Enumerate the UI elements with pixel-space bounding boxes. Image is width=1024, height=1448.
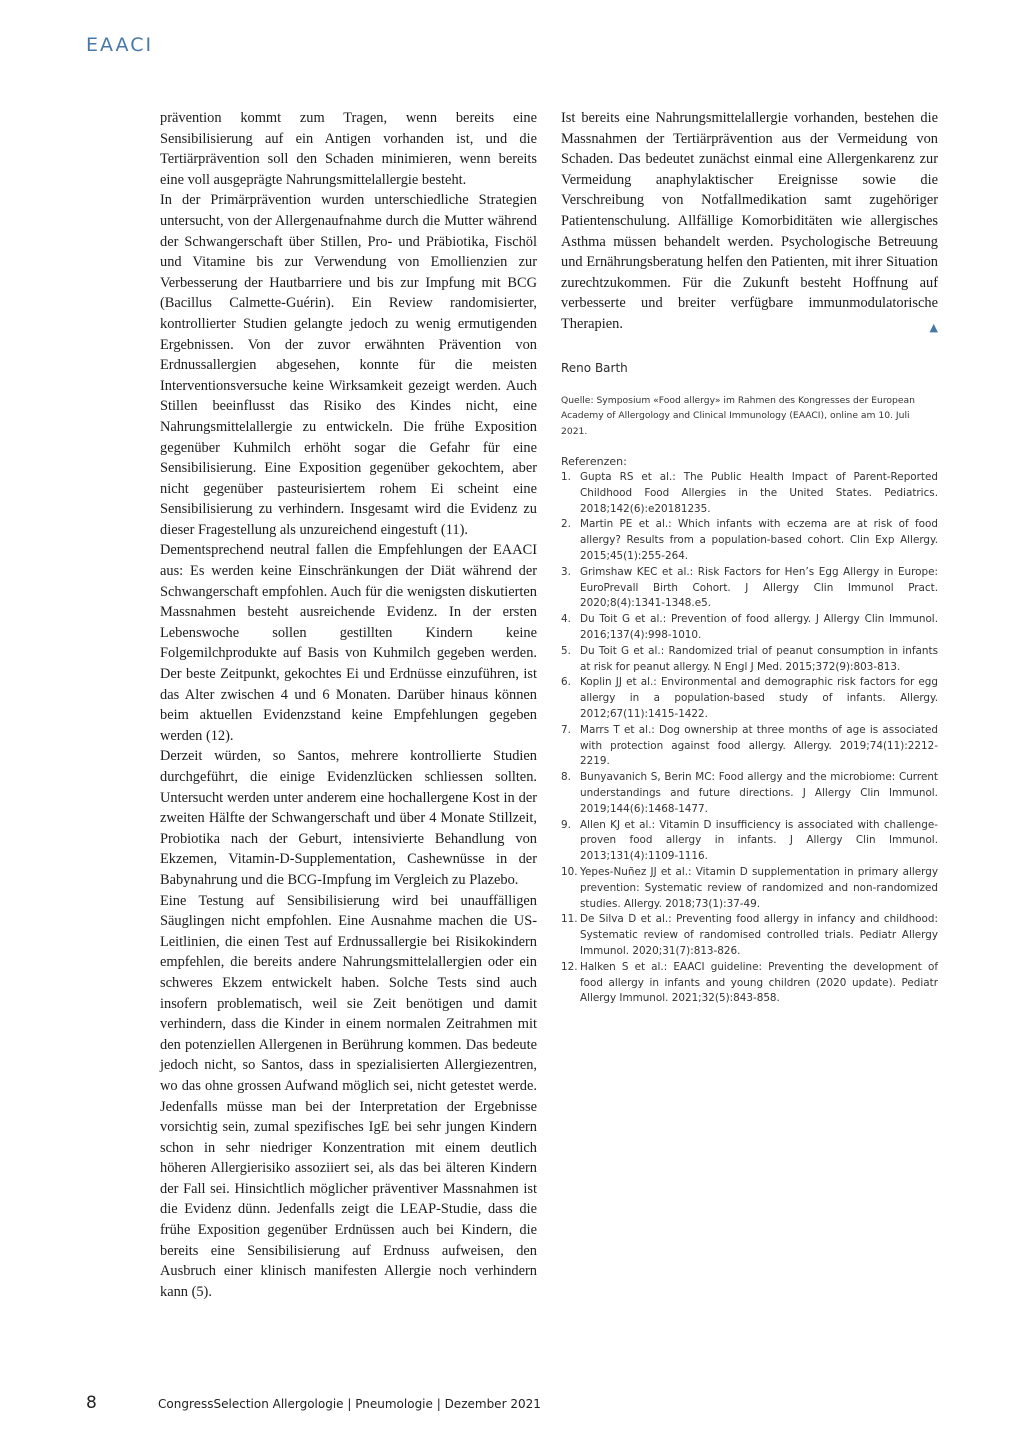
reference-text: Koplin JJ et al.: Environmental and demographic risk factors for egg allergy in a population-based study of infants. Allergy. 2012;67(11):1415-1422. [580,676,938,720]
list-item [561,612,938,644]
paragraph [561,108,938,335]
list-item [561,517,938,564]
brand-header: EAACI [86,34,154,56]
page-number: 8 [86,1393,97,1413]
reference-number: 10. [561,865,578,878]
list-item [561,912,938,959]
reference-text: Du Toit G et al.: Randomized trial of peanut consumption in infants at risk for peanut allergy. N Engl J Med. 2015;372(9):803-813. [580,644,938,673]
reference-text: Du Toit G et al.: Prevention of food allergy. J Allergy Clin Immunol. 2016;137(4):998-1010. [580,613,938,641]
list-item [561,565,938,612]
source-note: Quelle: Symposium «Food allergy» im Rahmen des Kongresses der European Academy of Allergology and Clinical Immunology (EAACI), online am 10. Juli 2021. [561,394,915,437]
reference-text: Halken S et al.: EAACI guideline: Preventing the development of food allergy in infants and young children (2020 update). Pediatr Allergy Immunol. 2021;32(5):843-858. [580,960,938,1005]
list-item [561,470,938,517]
list-item [561,644,938,676]
left-column [160,108,537,1302]
paragraph: prävention kommt zum Tragen, wenn bereits eine Sensibilisierung auf ein Antigen vorhanden ist, und die Tertiärprävention soll den Schaden minimieren, wenn bereits eine voll ausgeprägte Nahrungsmittelallergie besteht. [160,110,537,188]
list-item [561,675,938,722]
list-item [561,770,938,817]
paragraph-text: Ist bereits eine Nahrungsmittelallergie vorhanden, bestehen die Massnahmen der Tertiärprävention aus der Vermeidung von Schaden. Das bedeutet zunächst einmal eine Allergenkarenz zur Vermeidung anaphylaktischer Ereignisse sowie die Verschreibung von Notfallmedikation samt zugehöriger Patientenschulung. Allfällige Komorbiditäten wie allergisches Asthma müssen behandelt werden. Psychologische Betreuung und Ernährungsberatung helfen den Patienten, mit ihrer Situation zurechtzukommen. Für die Zukunft besteht Hoffnung auf verbesserte und breiter verfügbare immunmodulatorische Therapien. [561,110,938,332]
right-column [561,108,938,1007]
reference-text: Gupta RS et al.: The Public Health Impact of Parent-Reported Childhood Food Allergies in the United States. Pediatrics. 2018;142(6):e20181235. [580,471,938,515]
paragraph: In der Primärprävention wurden unterschiedliche Strategien untersucht, von der Allergenaufnahme durch die Mutter während der Schwangerschaft über Stillen, Pro- und Präbiotika, Fischöl und Vitamine bis zur Verwendung von Emollienzien zur Verbesserung der Hautbarriere und bis zur Impfung mit BCG (Bacillus Calmette-Guérin). Ein Review randomisierter, kontrollierter Studien gelangte jedoch zu wenig ermutigenden Ergebnissen. Von der zuvor erwähnten Prävention von Erdnussallergien abgesehen, konnte für die meisten Interventionsversuche keine Wirksamkeit gezeigt werden. Auch Stillen beeinflusst das Risiko des Kindes nicht, eine Nahrungsmittelallergie zu entwickeln. Die frühe Exposition gegenüber Kuhmilch erhöht sogar die Gefahr für eine Sensibilisierung. Eine Exposition gegenüber gekochtem, aber nicht gegenüber pasteurisiertem rohem Ei scheint eine Sensibilisierung zu verhindern. Insgesamt wird die Evidenz zu dieser Fragestellung als unzureichend eingestuft (11). [160,192,537,538]
reference-number: 1. [561,471,571,484]
reference-text: Bunyavanich S, Berin MC: Food allergy and the microbiome: Current understandings and future directions. J Allergy Clin Immunol. 2019;144(6):1468-1477. [580,771,938,815]
reference-number: 12. [561,960,578,973]
references-title: Referenzen: [561,455,627,469]
reference-text: Allen KJ et al.: Vitamin D insufficiency is associated with challenge-proven food allergy in infants. J Allergy Clin Immunol. 2013;131(4):1109-1116. [580,818,938,863]
references-list [561,470,938,1007]
reference-number: 8. [561,771,571,784]
publication-footer: CongressSelection Allergologie | Pneumologie | Dezember 2021 [158,1397,541,1411]
reference-text: Yepes-Nuñez JJ et al.: Vitamin D supplementation in primary allergy prevention: Systematic review of randomized and non-randomized studies. Allergy. 2018;73(1):37-49. [580,865,938,910]
reference-number: 7. [561,723,571,736]
reference-number: 6. [561,676,571,689]
paragraph: Derzeit würden, so Santos, mehrere kontrollierte Studien durchgeführt, die einige Evidenzlücken schliessen sollten. Untersucht werden unter anderem eine hochallergene Kost in der zweiten Hälfte der Schwangerschaft und über 4 Monate Stillzeit, Probiotika nach der Geburt, intensivierte Behandlung von Ekzemen, Vitamin-D-Supplementation, Cashewnüsse in der Babynahrung und die BCG-Impfung im Vergleich zu Plazebo. [160,748,537,888]
reference-text: Grimshaw KEC et al.: Risk Factors for Hen’s Egg Allergy in Europe: EuroPrevall Birth Cohort. J Allergy Clin Immunol Pract. 2020;8(4):1341-1348.e5. [580,565,938,610]
reference-number: 4. [561,613,571,626]
list-item [561,865,938,912]
reference-number: 2. [561,518,571,531]
reference-number: 3. [561,565,571,578]
paragraph: Eine Testung auf Sensibilisierung wird bei unauffälligen Säuglingen nicht empfohlen. Eine Ausnahme machen die US-Leitlinien, die einen Test auf Erdnussallergie bei Risikokindern empfehlen, die bereits andere Nahrungsmittelallergien oder ein schweres Ekzem entwickelt haben. Solche Tests sind auch insofern problematisch, weil sie Zeit benötigen und damit verhindern, dass die Kinder in einem normalen Zeitrahmen mit den potenziellen Allergenen in Berührung kommen. Das bedeute jedoch nicht, so Santos, dass in spezialisierten Allergiezentren, wo das ohne grossen Aufwand möglich sei, nicht getestet werde. Jedenfalls müsse man bei der Interpretation der Ergebnisse vorsichtig sein, zumal spezifisches IgE bei sehr jungen Kindern schon in sehr niedriger Konzentration mit einem deutlich höheren Allergierisiko assoziiert sei, als das bei älteren Kindern der Fall sei. Hinsichtlich möglicher präventiver Massnahmen ist die Evidenz dünn. Jedenfalls zeigt die LEAP-Studie, dass die frühe Exposition gegenüber Erdnüssen auch bei Kindern, die bereits eine Sensibilisierung auf Erdnuss aufweisen, den Ausbruch einer klinisch manifesten Allergie noch verhindern kann (5). [160,892,537,1300]
reference-number: 11. [561,913,578,926]
reference-text: De Silva D et al.: Preventing food allergy in infancy and childhood: Systematic review of randomised controlled trials. Pediatr Allergy Immunol. 2020;31(7):813-826. [580,913,938,957]
reference-number: 5. [561,644,571,657]
list-item [561,960,938,1007]
list-item [561,818,938,865]
list-item [561,723,938,770]
reference-text: Martin PE et al.: Which infants with eczema are at risk of food allergy? Results from a population-based cohort. Clin Exp Allergy. 2015;45(1):255-264. [580,518,938,563]
end-triangle-icon: ▲ [929,320,938,334]
paragraph: Dementsprechend neutral fallen die Empfehlungen der EAACI aus: Es werden keine Einschränkungen der Diät während der Schwangerschaft empfohlen. Auch für die wenigsten diskutierten Massnahmen besteht ausreichende Evidenz. In der ersten Lebenswoche sollen gestillten Kindern keine Folgemilchprodukte auf Basis von Kuhmilch gegeben werden. Der beste Zeitpunkt, gekochtes Ei und Erdnüsse einzuführen, ist das Alter zwischen 4 und 6 Monaten. Darüber hinaus können beim aktuellen Evidenzstand keine Empfehlungen gegeben werden (12). [160,542,537,744]
author-name: Reno Barth [561,360,628,375]
reference-text: Marrs T et al.: Dog ownership at three months of age is associated with protection against food allergy. Allergy. 2019;74(11):2212-2219. [580,723,938,768]
reference-number: 9. [561,818,571,831]
